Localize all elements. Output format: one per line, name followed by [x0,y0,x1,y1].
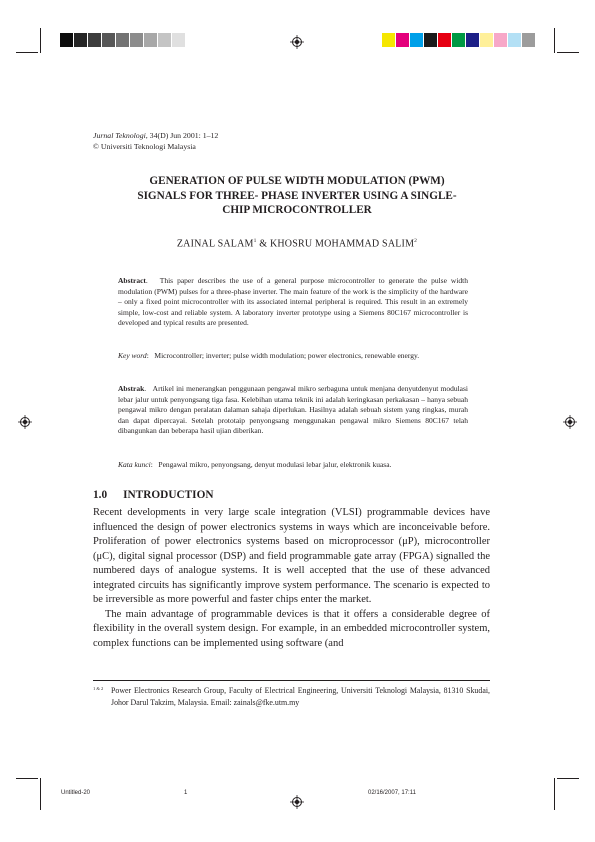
color-swatch [494,33,507,47]
gray-swatch [102,33,115,47]
author-affiliation-marker: 2 [414,238,418,244]
abstrak-separator: . [144,384,147,393]
footnote [93,685,490,710]
journal-copyright: © Universiti Teknologi Malaysia [93,141,196,151]
body-text [93,506,490,651]
keywords-text: Microcontroller; inverter; pulse width modulation; power electronics, renewable energy. [154,351,420,360]
body-paragraph: The main advantage of programmable devices is that it offers a considerable degree of flexibility in the overall system design. For example, in an embedded microcontroller system, complex functions can be implemented using software (and [93,608,490,649]
section-title: INTRODUCTION [123,489,214,501]
color-swatch [480,33,493,47]
section-heading [93,489,214,501]
color-swatch [382,33,395,47]
slug-filename: Untitled-20 [61,790,91,796]
gray-swatch [158,33,171,47]
author-name: ZAINAL SALAM [176,238,254,250]
gray-swatch [60,33,73,47]
abstrak-text: Artikel ini menerangkan penggunaan pengawal mikro serbaguna untuk menjana denyutdenyut modulasi lebar jalur untuk penyongsang tiga fasa. Kelebihan utama teknik ini adalah keringkasan perkakasan – hanya sebuah pengawal mikro dengan peralatan dalaman sahaja diperlukan. Hasilnya adalah sebuah sistem yang ringkas, murah dan dapat dipercayai. Setelah prototaip penyongsang menggunakan pengawal mikro Siemens 80C167 telah dibangunkan dan beberapa hasil ujian diberikan. [118,384,468,436]
color-swatch [410,33,423,47]
title-line: CHIP MICROCONTROLLER [222,204,372,216]
keywords [118,351,468,362]
color-swatch [466,33,479,47]
color-swatch [452,33,465,47]
body-paragraph: Recent developments in very large scale integration (VLSI) programmable devices have influenced the design of power electronics systems in ways which are inconceivable before. Proliferation of power electronics systems based on microprocessor (μP), microcontroller (μC), digital signal processor (DSP) and field programmable gate array (FPGA) signalled the numbered days of analogue systems. It is well accepted that the use of these advanced integrated circuits has significantly improve system performance. The scenario is expected to be irreversible as more powerful and faster chips enter the market. [93,507,490,605]
color-swatch [424,33,437,47]
author-name: KHOSRU MOHAMMAD SALIM [269,238,415,250]
gray-swatch [74,33,87,47]
registration-mark-icon [18,415,32,429]
kata-kunci-separator: : [150,460,153,469]
kata-kunci-text: Pengawal mikro, penyongsang, denyut modulasi lebar jalur, elektronik kuasa. [158,460,392,469]
journal-citation [93,131,218,152]
author-separator: & [256,238,270,250]
journal-issue: , 34(D) Jun 2001: 1–12 [145,131,219,140]
gray-swatch [88,33,101,47]
footnote-text: Power Electronics Research Group, Faculty of Electrical Engineering, Universiti Teknologi Malaysia, 81310 Skudai, Johor Darul Takzim, Malaysia. Email: zainals@fke.utm.my [111,686,490,708]
registration-mark-icon [290,795,304,809]
abstract [118,276,468,329]
abstract-label: Abstract [118,276,146,285]
kata-kunci-label: Kata kunci [118,460,151,469]
title-line: GENERATION OF PULSE WIDTH MODULATION (PWM) [149,175,445,187]
section-number: 1.0 [93,489,108,501]
journal-name: Jurnal Teknologi [93,131,146,140]
keywords-separator: : [146,351,149,360]
color-swatch [396,33,409,47]
abstrak-label: Abstrak [118,384,145,393]
title-line: SIGNALS FOR THREE- PHASE INVERTER USING A SINGLE- [137,189,457,202]
footnote-rule [93,680,490,681]
abstrak [118,384,468,437]
registration-mark-icon [563,415,577,429]
author-affiliation-marker: 1 [253,238,257,244]
author-list [93,238,501,249]
color-swatch [508,33,521,47]
slug-datetime: 02/16/2007, 17:11 [368,790,416,796]
gray-swatch [130,33,143,47]
registration-mark-icon [290,35,304,49]
gray-swatch [144,33,157,47]
abstract-separator: . [145,276,148,285]
footnote-marker: 1 & 2 [93,686,104,691]
color-swatch [522,33,535,47]
color-swatch [438,33,451,47]
paper-title [93,174,501,218]
abstract-text: This paper describes the use of a general purpose microcontroller to generate the pulse width modulation (PWM) pulses for a three-phase inverter. The main feature of the work is the simplicity of the hardware – only a fixed point microcontroller with its associated internal peripheral is required. This result in an extremely simple, low-cost and reliable system. A laboratory inverter prototype using a Siemens 80C167 microcontroller is developed and typical results are presented. [118,276,468,328]
keywords-label: Key word [118,351,147,360]
kata-kunci [118,460,468,471]
gray-swatch [116,33,129,47]
gray-swatch [172,33,185,47]
slug-page-number: 1 [184,790,188,796]
